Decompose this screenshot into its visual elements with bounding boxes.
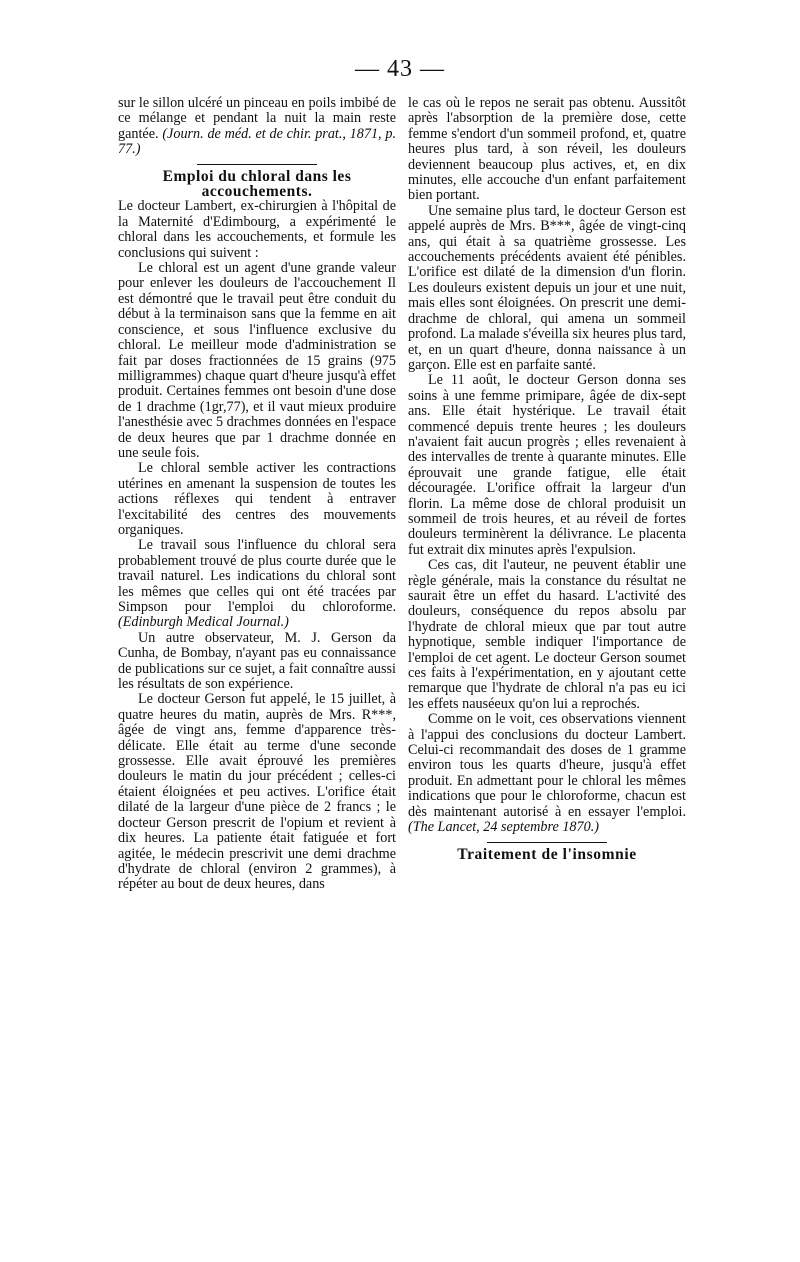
section-divider bbox=[487, 842, 607, 843]
paragraph: Ces cas, dit l'auteur, ne peuvent établir une règle générale, mais la constance du résultat ne saurait être un effet du hasard. L'activité des douleurs, conséquence du repos absolu par l'hydrate de chloral mieux que par tout autre hypnotique, semble indiquer l'importance de l'emploi de cet agent. Le docteur Gerson soumet ces faits à l'expérimentation, en y ajoutant cette remarque que l'hydrate de chloral n'a pas eu ici les effets nauséeux qu'on lui a reprochés. bbox=[408, 557, 686, 712]
section-title: Emploi du chloral dans les accouchements. bbox=[162, 167, 352, 201]
paragraph-section-start bbox=[118, 169, 396, 261]
right-column bbox=[408, 96, 686, 862]
paragraph: Le chloral est un agent d'une grande valeur pour enlever les douleurs de l'accouchement Il est démontré que le travail peut être conduit du début à la terminaison sans que la femme en ait conscience, et sous l'influence exclusive du chloral. Le meilleur mode d'administration se fait par doses fractionnées de 15 grains (975 milligrammes) chaque quart d'heure jusqu'à effet produit. Certaines femmes ont besoin d'une dose de 1 drachme (1gr,77), et il vaut mieux produire l'anesthésie avec 5 drachmes données en l'espace de deux heures que par 1 drachme donnée en une seule fois. bbox=[118, 260, 396, 461]
paragraph: Le chloral semble activer les contractions utérines en amenant la suspension de toutes les actions réflexes qui tendent à entraver l'excitabilité des centres des mouvements organiques. bbox=[118, 460, 396, 538]
paragraph: Une semaine plus tard, le docteur Gerson est appelé auprès de Mrs. B***, âgée de vingt-cinq ans, qui était à sa quatrième grossesse. Les accouchements précédents avaient été pénibles. L'orifice est dilaté de la dimension d'un florin. Les douleurs existent depuis un jour et une nuit, mais elles sont éloignées. On prescrit une demi-drachme de chloral, qui amena un sommeil profond. La malade s'éveilla six heures plus tard, et, en un quart d'heure, donna naissance à un garçon. Elle est en parfaite santé. bbox=[408, 202, 686, 373]
section-divider bbox=[197, 164, 317, 165]
left-column bbox=[118, 96, 396, 893]
paragraph-text: Le travail sous l'influence du chloral sera probablement trouvé de plus courte durée que le travail naturel. Les indications du chloral sont les mêmes que celles qui ont été tracées par Simpson pour l'emploi du chloroforme. bbox=[118, 537, 396, 615]
paragraph-intro-text: sur le sillon ulcéré un pinceau en poils imbibé de ce mélange et pendant la nuit la main reste gantée. bbox=[118, 95, 396, 142]
citation-journal: (Edinburgh Medical Journal.) bbox=[118, 614, 289, 631]
paragraph: Le docteur Gerson fut appelé, le 15 juillet, à quatre heures du matin, auprès de Mrs. R***, âgée de vingt ans, femme d'apparence très-délicate. Elle était au terme d'une seconde grossesse. Elle avait éprouvé les premières douleurs le matin du jour précédent ; celles-ci étaient éloignées et peu actives. L'orifice était dilaté de la largeur d'une pièce de 2 francs ; le docteur Gerson prescrit de l'opium et revient à dix heures. La patiente était fatiguée et fort agitée, le médecin prescrivit une demi drachme d'hydrate de chloral (environ 2 grammes), à répéter au bout de deux heures, dans bbox=[118, 691, 396, 893]
paragraph bbox=[118, 538, 396, 630]
paragraph: Un autre observateur, M. J. Gerson da Cunha, de Bombay, n'ayant pas eu connaissance de publications sur ce sujet, a fait connaître aussi les résultats de son expérience. bbox=[118, 629, 396, 693]
paragraph-text: Comme on le voit, ces observations viennent à l'appui des conclusions du docteur Lambert. Celui-ci recommandait des doses de 1 gramme environ tous les quarts d'heure, jusqu'à effet produit. En admettant pour le chloral les mêmes indications que pour le chloroforme, chacun est dès maintenant autorisé à en essayer l'emploi. bbox=[408, 711, 686, 820]
next-section-title: Traitement de l'insomnie bbox=[457, 845, 637, 863]
paragraph-continued: le cas où le repos ne serait pas obtenu. Aussitôt après l'absorption de la première dose, cette femme s'endort d'un sommeil profond, et, quatre heures plus tard, à son réveil, les douleurs deviennent beaucoup plus actives, et, en dix minutes, elle accouche d'un enfant parfaitement bien portant. bbox=[408, 95, 686, 204]
citation-journal: (Journ. de méd. et de chir. prat., 1871, p. 77.) bbox=[118, 125, 396, 158]
paragraph-intro bbox=[118, 96, 396, 158]
paragraph bbox=[408, 712, 686, 835]
section-start-text: Le docteur Lambert, ex-chirurgien à l'hôpital de la Maternité d'Edimbourg, a expérimenté le chloral dans les accouchements, et formule les conclusions qui suivent : bbox=[118, 198, 396, 261]
citation-journal: (The Lancet, 24 septembre 1870.) bbox=[408, 819, 599, 836]
paragraph: Le 11 août, le docteur Gerson donna ses soins à une femme primipare, âgée de dix-sept ans. Elle était hystérique. Le travail était commencé depuis trente heures ; les douleurs n'avaient fait aucun progrès ; elles revenaient à des intervalles de trente à quarante minutes. Elle éprouvait une grande fatigue, elle était découragée. L'orifice offrait la largeur d'un florin. La même dose de chloral produisit un sommeil de trois heures, et au réveil de fortes douleurs terminèrent la délivrance. Le placenta fut extrait dix minutes après l'expulsion. bbox=[408, 372, 686, 558]
page-number: — 43 — bbox=[355, 56, 445, 82]
